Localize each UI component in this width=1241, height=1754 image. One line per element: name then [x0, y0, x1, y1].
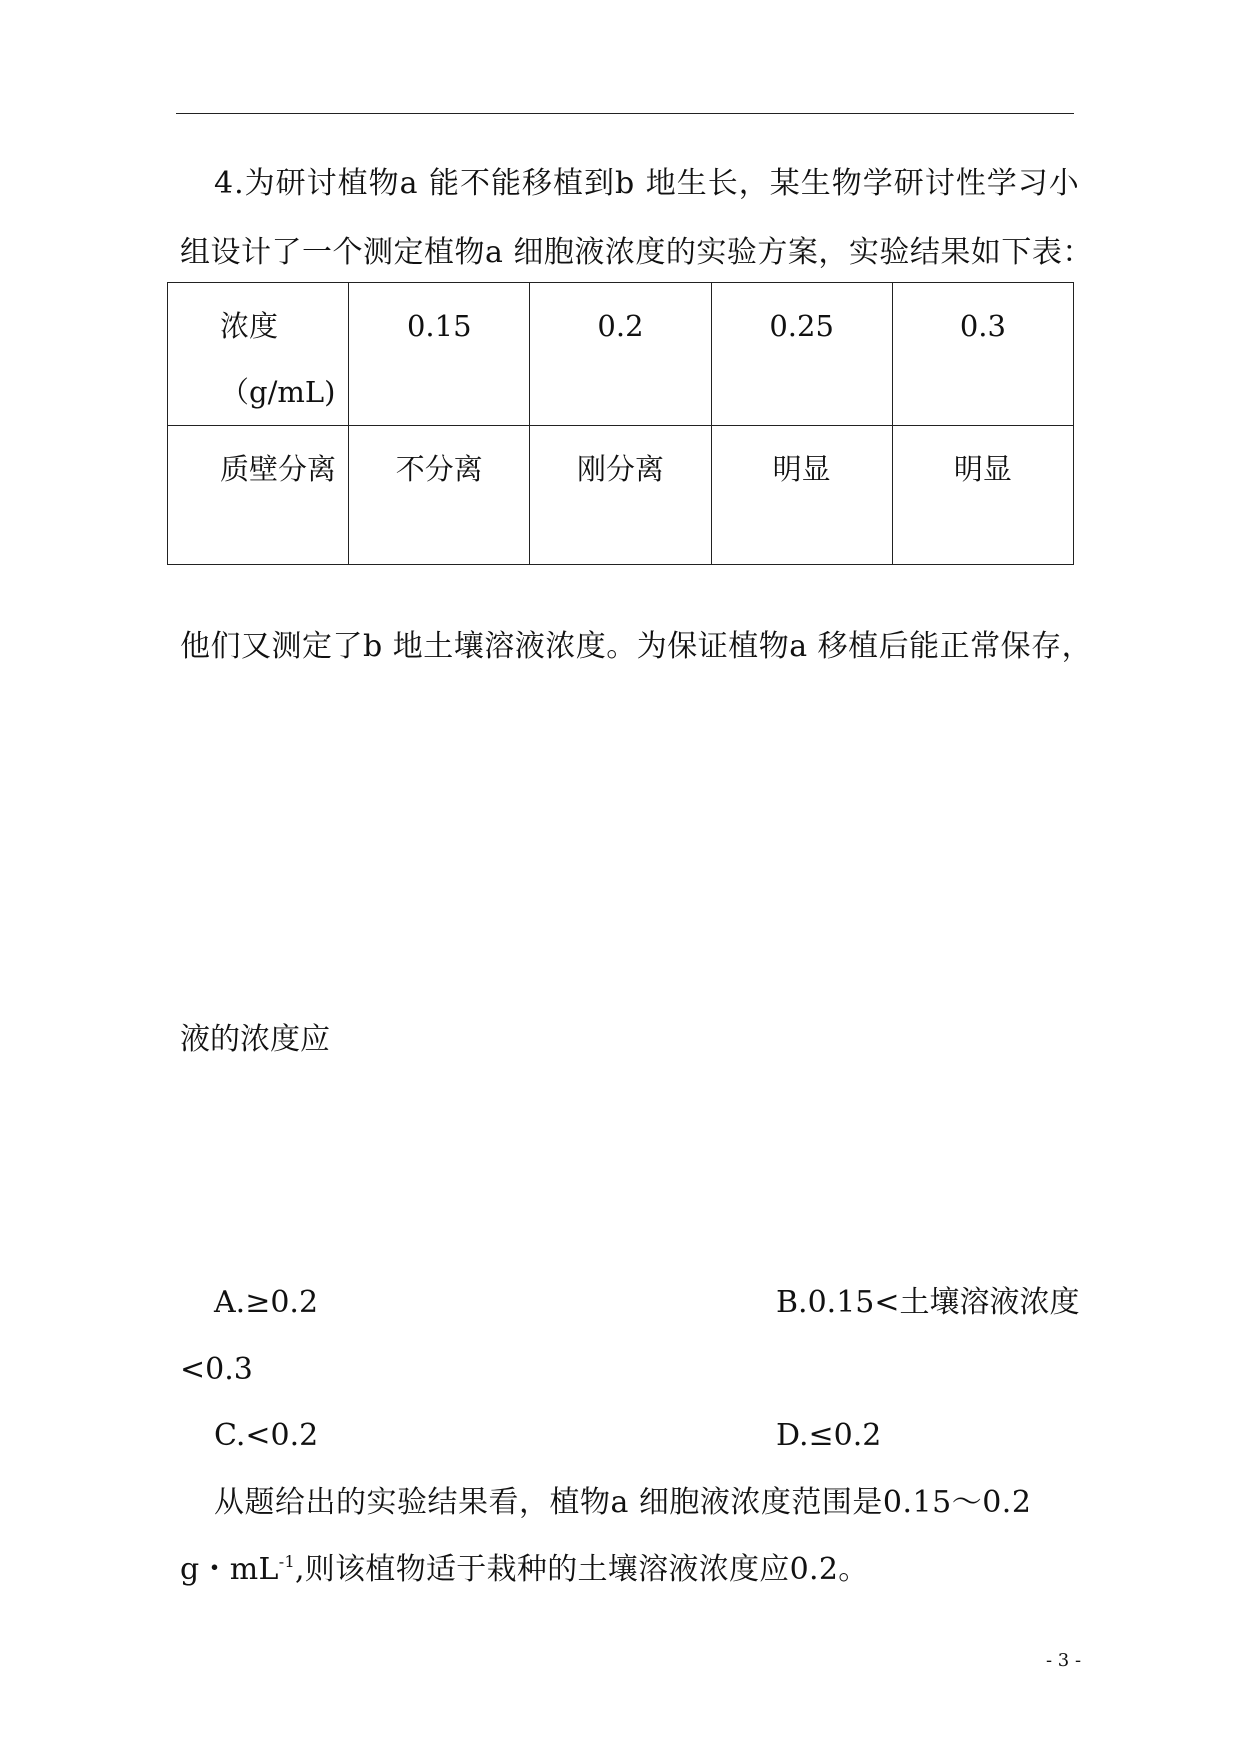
page-number: - 3 - [1046, 1650, 1082, 1671]
explanation-unit: g・mL [180, 1552, 279, 1587]
option-c: C.<0.2 [214, 1418, 319, 1453]
table-row-concentration [168, 283, 1074, 426]
table-cell: 明显 [892, 426, 1073, 565]
table-cell: 0.25 [711, 283, 892, 426]
question-after-table: 他们又测定了b 地土壤溶液浓度。为保证植物a 移植后能正常保存， [180, 629, 1093, 664]
table-cell: 0.2 [530, 283, 711, 426]
table-row-plasmolysis [168, 426, 1074, 565]
explanation-line-1: 从题给出的实验结果看，植物a 细胞液浓度范围是0.15～0.2 [214, 1485, 1032, 1520]
header-rule [176, 113, 1074, 114]
explanation-line-2 [180, 1550, 869, 1590]
explanation-conclusion: ,则该植物适于栽种的土壤溶液浓度应0.2。 [294, 1552, 869, 1587]
table-cell: 刚分离 [530, 426, 711, 565]
table-header-plasmolysis: 质壁分离 [168, 426, 349, 565]
table-header-concentration: 浓度（g/mL) [168, 283, 349, 426]
option-a: A.≥0.2 [214, 1285, 319, 1320]
option-d: D.≤0.2 [776, 1418, 882, 1453]
question-intro-line-2: 组设计了一个测定植物a 细胞液浓度的实验方案，实验结果如下表： [180, 235, 1093, 270]
table-cell: 明显 [711, 426, 892, 565]
table-cell: 不分离 [349, 426, 530, 565]
question-intro-line-1: 4.为研讨植物a 能不能移植到b 地生长，某生物学研讨性学习小 [214, 166, 1080, 201]
explanation-unit-exponent: -1 [278, 1552, 295, 1571]
option-b: B.0.15<土壤溶液浓度 [776, 1285, 1080, 1320]
question-fragment: 液的浓度应 [180, 1022, 330, 1057]
results-table [167, 282, 1074, 565]
table-cell: 0.15 [349, 283, 530, 426]
table-cell: 0.3 [892, 283, 1073, 426]
option-b-continued: <0.3 [180, 1352, 253, 1387]
